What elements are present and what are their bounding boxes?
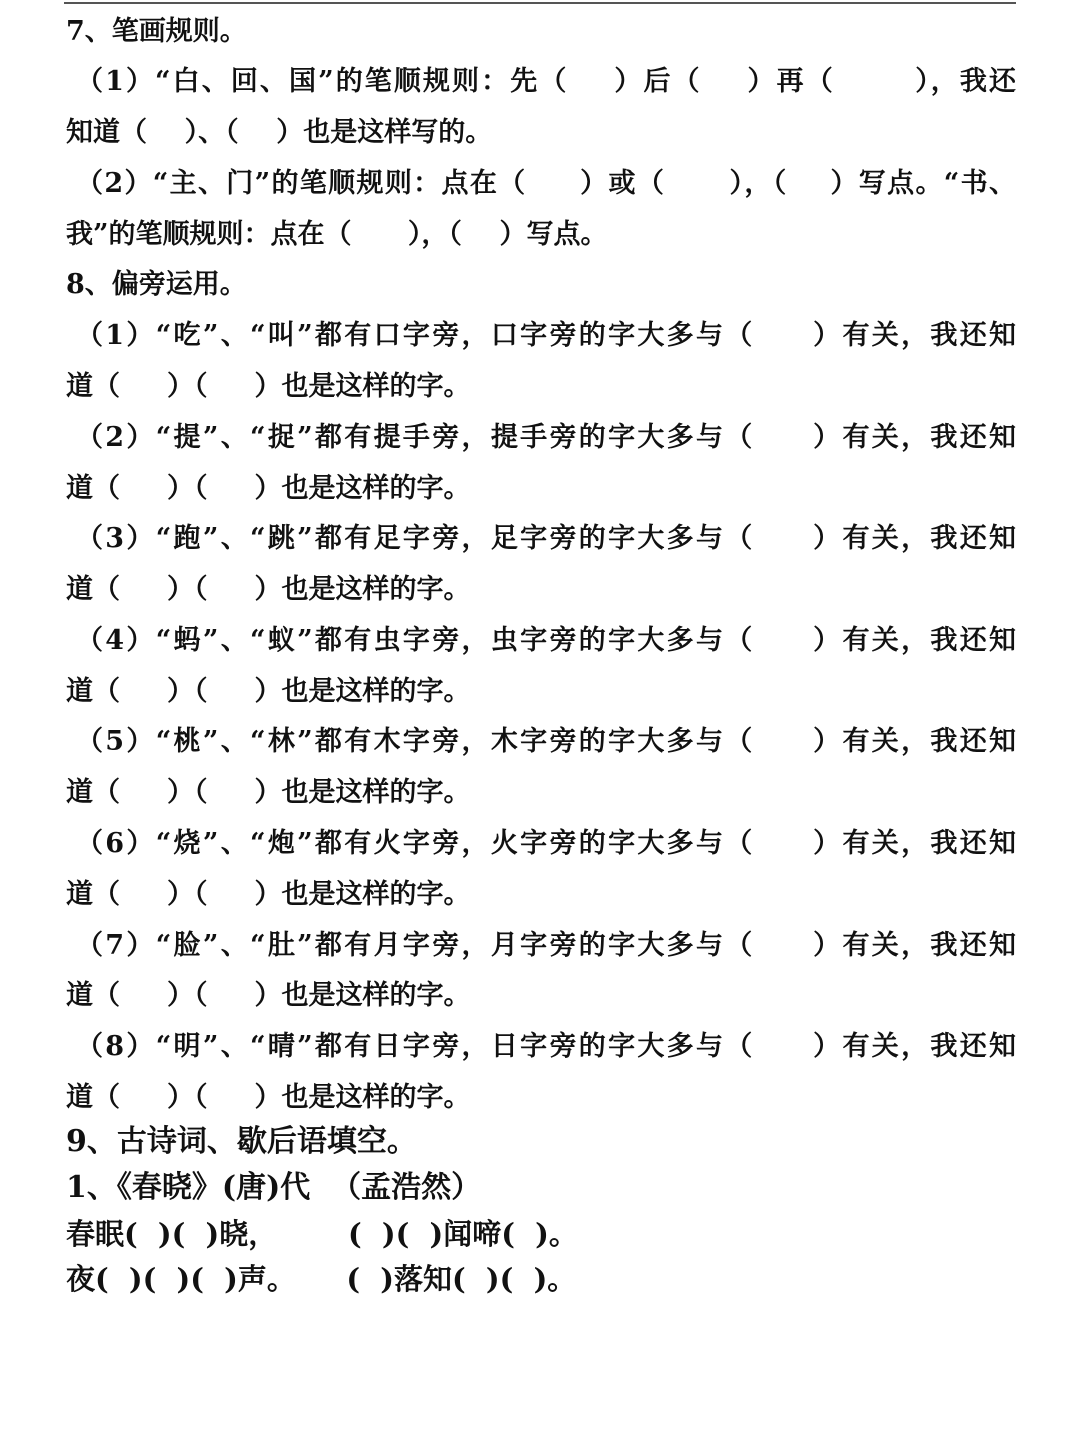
s8-item-line2: 道（ ）（ ）也是这样的字。 xyxy=(66,777,471,808)
s8-item-line1: （4）“蚂”、“蚁”都有虫字旁，虫字旁的字大多与（ ）有关，我还知 xyxy=(76,625,1016,656)
s8-item-line1: （1）“吃”、“叫”都有口字旁，口字旁的字大多与（ ）有关，我还知 xyxy=(76,320,1016,351)
poem-line-2: 夜( )( )( )声。 ( )落知( )( )。 xyxy=(66,1262,577,1296)
s7-q1-line2: 知道（ ）、（ ）也是这样写的。 xyxy=(66,117,493,148)
s8-item-line2: 道（ ）（ ）也是这样的字。 xyxy=(66,473,471,504)
s8-item-line1: （5）“桃”、“林”都有木字旁，木字旁的字大多与（ ）有关，我还知 xyxy=(76,726,1016,757)
section-7-heading: 7、笔画规则。 xyxy=(66,16,247,47)
s8-item-line1: （6）“烧”、“炮”都有火字旁，火字旁的字大多与（ ）有关，我还知 xyxy=(76,828,1016,859)
top-divider xyxy=(64,2,1016,4)
s8-item-line2: 道（ ）（ ）也是这样的字。 xyxy=(66,1082,471,1113)
s7-q1-line1: （1）“白、回、国”的笔顺规则：先（ ）后（ ）再（ ），我还 xyxy=(76,66,1016,97)
s8-item-line2: 道（ ）（ ）也是这样的字。 xyxy=(66,676,471,707)
poem-line-1: 春眠( )( )晓， ( )( )闻啼( )。 xyxy=(66,1217,578,1251)
s8-item-line2: 道（ ）（ ）也是这样的字。 xyxy=(66,879,471,910)
s8-item-line1: （8）“明”、“晴”都有日字旁，日字旁的字大多与（ ）有关，我还知 xyxy=(76,1031,1016,1062)
poem-title: 1、《春晓》(唐)代 （孟浩然） xyxy=(66,1170,482,1205)
section-9-heading: 9、古诗词、歇后语填空。 xyxy=(66,1124,417,1159)
s8-item-line1: （2）“提”、“捉”都有提手旁，提手旁的字大多与（ ）有关，我还知 xyxy=(76,422,1016,453)
s8-item-line1: （3）“跑”、“跳”都有足字旁，足字旁的字大多与（ ）有关，我还知 xyxy=(76,523,1016,554)
s8-item-line2: 道（ ）（ ）也是这样的字。 xyxy=(66,980,471,1011)
s7-q2-line2: 我”的笔顺规则：点在（ ），（ ）写点。 xyxy=(66,219,608,250)
s8-item-line2: 道（ ）（ ）也是这样的字。 xyxy=(66,574,471,605)
s8-item-line1: （7）“脸”、“肚”都有月字旁，月字旁的字大多与（ ）有关，我还知 xyxy=(76,930,1016,961)
s8-item-line2: 道（ ）（ ）也是这样的字。 xyxy=(66,371,471,402)
s7-q2-line1: （2）“主、门”的笔顺规则：点在（ ）或（ ），（ ）写点。“书、 xyxy=(76,168,1016,199)
section-8-heading: 8、偏旁运用。 xyxy=(66,269,247,300)
